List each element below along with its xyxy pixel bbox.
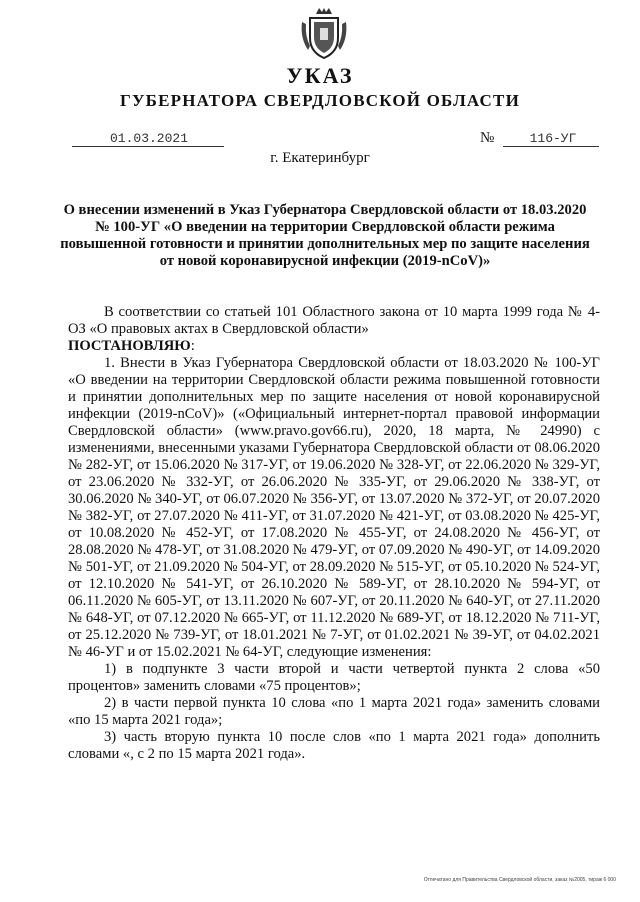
subitem-2: 2) в части первой пункта 10 слова «по 1 марта 2021 года» заменить словами «по 15 марта 2021 года»; [68, 695, 600, 728]
decree-date: 01.03.2021 [109, 131, 188, 146]
subitem-3: 3) часть вторую пункта 10 после слов «по 1 марта 2021 года» дополнить словами «, с 2 по 15 марта 2021 года». [68, 729, 600, 762]
number-underline [503, 146, 599, 147]
city: г. Екатеринбург [270, 150, 370, 166]
issuer-title: ГУБЕРНАТОРА СВЕРДЛОВСКОЙ ОБЛАСТИ [119, 91, 521, 110]
subitem-1: 1) в подпункте 3 части второй и части четвертой пункта 2 слова «50 процентов» заменить словами «75 процентов»; [68, 661, 600, 694]
number-sign: № [480, 130, 495, 146]
decree-word: ПОСТАНОВЛЯЮ [68, 338, 191, 354]
decree-colon: : [190, 338, 195, 354]
decree-body [68, 304, 600, 763]
decree-heading [68, 338, 600, 355]
preamble: В соответствии со статьей 101 Областного закона от 10 марта 1999 года № 4-ОЗ «О правовых актах в Свердловской области» [68, 304, 600, 337]
decree-title: О внесении изменений в Указ Губернатора Свердловской области от 18.03.2020 № 100-УГ «О введении на территории Свердловской области режима повышенной готовности и принятии дополнительных мер по защите населения от новой коронавирусной инфекции (2019-nCoV)» [60, 202, 590, 269]
item-1: 1. Внести в Указ Губернатора Свердловской области от 18.03.2020 № 100-УГ «О введении на территории Свердловской области режима повышенной готовности и принятии дополнительных мер по защите населения от новой коронавирусной инфекции (2019-nCoV)» («Официальный интернет-портал правовой информации Свердловской области» (www.pravo.gov66.ru), 2020, 18 марта, № 24990) с изменениями, внесенными указами Губернатора Свердловской области от 08.06.2020 № 282-УГ, от 15.06.2020 № 317-УГ, от 19.06.2020 № 328-УГ, от 22.06.2020 № 329-УГ, от 23.06.2020 № 332-УГ, от 26.06.2020 № 335-УГ, от 29.06.2020 № 338-УГ, от 30.06.2020 № 340-УГ, от 06.07.2020 № 356-УГ, от 13.07.2020 № 372-УГ, от 20.07.2020 № 382-УГ, от 27.07.2020 № 411-УГ, от 31.07.2020 № 421-УГ, от 03.08.2020 № 425-УГ, от 10.08.2020 № 452-УГ, от 17.08.2020 № 455-УГ, от 24.08.2020 № 456-УГ, от 28.08.2020 № 478-УГ, от 31.08.2020 № 479-УГ, от 07.09.2020 № 490-УГ, от 14.09.2020 № 501-УГ, от 21.09.2020 № 504-УГ, от 28.09.2020 № 515-УГ, от 05.10.2020 № 524-УГ, от 12.10.2020 № 541-УГ, от 26.10.2020 № 589-УГ, от 28.10.2020 № 594-УГ, от 06.11.2020 № 605-УГ, от 13.11.2020 № 607-УГ, от 20.11.2020 № 640-УГ, от 27.11.2020 № 648-УГ, от 07.12.2020 № 665-УГ, от 11.12.2020 № 689-УГ, от 18.12.2020 № 711-УГ, от 25.12.2020 № 739-УГ, от 18.01.2021 № 7-УГ, от 01.02.2021 № 39-УГ, от 04.02.2021 № 46-УГ и от 15.02.2021 № 64-УГ, следующие изменения: [68, 355, 600, 660]
coat-of-arms-icon [300, 8, 348, 60]
document-type: УКАЗ [286, 63, 354, 88]
date-underline [72, 146, 224, 147]
decree-number: 116-УГ [529, 131, 577, 146]
print-note: Отпечатано для Правительства Свердловской области, заказ №2005, тираж 6 000 [423, 877, 616, 883]
